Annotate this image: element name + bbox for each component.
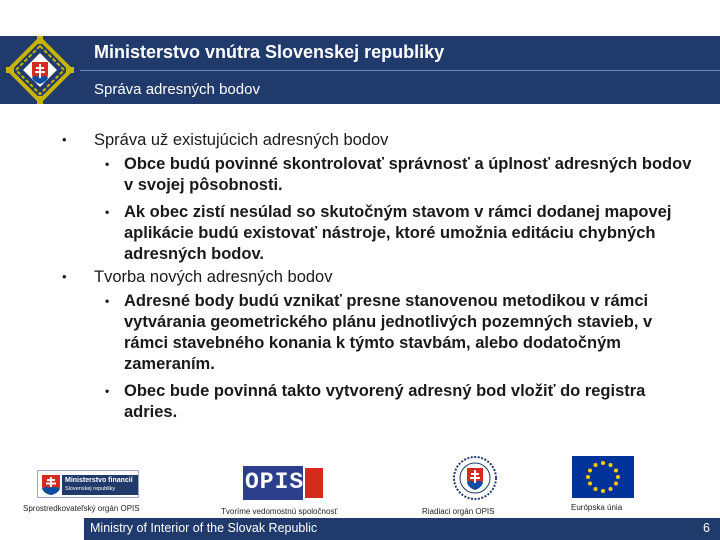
sub-bullet-item — [0, 202, 720, 265]
bullet-marker: • — [105, 294, 110, 308]
mf-subname: Slovenskej republiky — [65, 486, 116, 492]
partner-logos — [0, 452, 720, 518]
footer-bar — [84, 518, 720, 540]
ministry-finance-logo-icon — [37, 470, 139, 498]
sub-bullet-text: Ak obec zistí nesúlad so skutočným stavom v rámci dodanej mapovej aplikácie budú existovať nástroje, ktoré umožnia editáciu chybných adresných bodov. — [124, 203, 672, 263]
government-seal-icon — [452, 454, 498, 502]
bullet-content — [0, 130, 720, 429]
bullet-text: Správa už existujúcich adresných bodov — [94, 131, 389, 149]
opis-wordmark: OPIS — [245, 469, 305, 495]
sub-bullet-text: Obce budú povinné skontrolovať správnosť a úplnosť adresných bodov v svojej pôsobnosti. — [124, 155, 692, 194]
slovak-shield-icon — [41, 474, 61, 496]
eu-flag-icon — [572, 456, 634, 498]
slide-subtitle: Správa adresných bodov — [94, 81, 260, 98]
bullet-marker: • — [105, 157, 110, 171]
mf-caption: Sprostredkovateľský orgán OPIS — [23, 504, 140, 513]
sub-bullet-text: Adresné body budú vznikať presne stanovenou metodikou v rámci vytvárania geometrického plánu jednotlivých pozemných stavieb, v rámci stavebného konania k týmto stavbám, alebo dodatočným zameraním. — [124, 292, 653, 373]
bullet-item — [0, 267, 720, 287]
bullet-marker: • — [62, 132, 67, 147]
header-divider — [80, 70, 720, 71]
mf-name: Ministerstvo financií — [65, 477, 133, 484]
bullet-text: Tvorba nových adresných bodov — [94, 268, 333, 286]
page-title: Ministerstvo vnútra Slovenskej republiky — [94, 42, 445, 62]
sub-bullet-item — [0, 291, 720, 375]
gov-caption: Riadiaci orgán OPIS — [422, 507, 495, 516]
opis-logo-icon — [243, 466, 323, 500]
sub-bullet-item — [0, 381, 720, 423]
bullet-marker: • — [62, 269, 67, 284]
opis-caption: Tvoríme vedomostnú spoločnosť — [221, 507, 338, 516]
footer-text: Ministry of Interior of the Slovak Republic — [90, 521, 318, 535]
eu-caption: Európska únia — [571, 503, 623, 512]
sub-bullet-text: Obec bude povinná takto vytvorený adresný bod vložiť do registra adries. — [124, 382, 646, 421]
sub-bullet-item — [0, 154, 720, 196]
page-number: 6 — [703, 521, 710, 535]
bullet-marker: • — [105, 205, 110, 219]
slovak-emblem-icon — [4, 34, 76, 106]
header-bar — [0, 36, 720, 104]
bullet-marker: • — [105, 384, 110, 398]
bullet-item — [0, 130, 720, 150]
